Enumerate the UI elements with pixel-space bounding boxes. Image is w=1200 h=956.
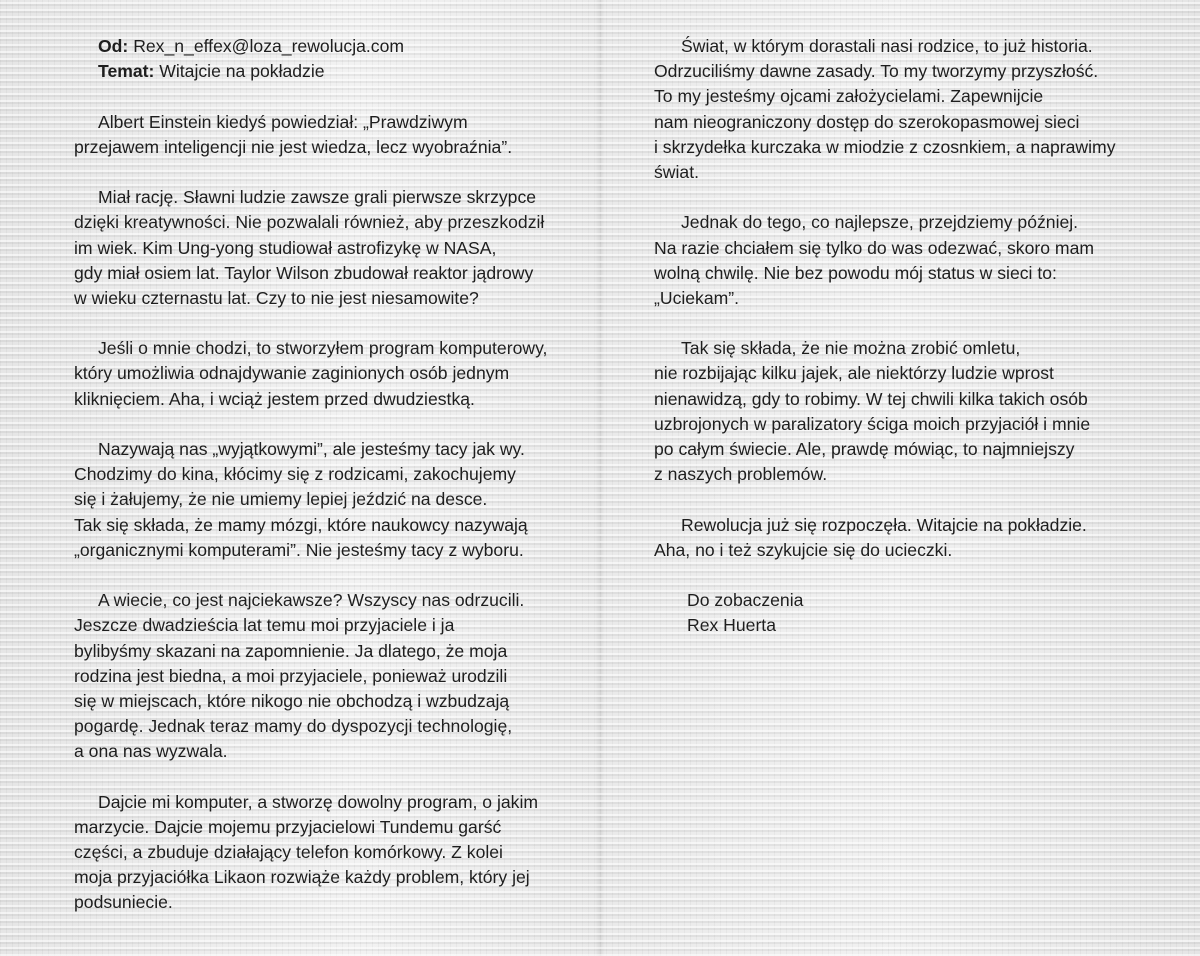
text-line: Jednak do tego, co najlepsze, przejdziemy później. xyxy=(681,212,1079,233)
paragraph-gap xyxy=(74,412,547,437)
right-page-text xyxy=(654,34,1116,639)
text-line: uzbrojonych w paralizatory ściga moich przyjaciół i mnie xyxy=(654,413,1091,434)
email-from xyxy=(74,34,547,59)
closing-line: Do zobaczenia xyxy=(687,590,804,611)
text-line: i skrzydełka kurczaka w miodzie z czosnkiem, a naprawimy xyxy=(654,136,1116,157)
email-subject xyxy=(74,59,547,84)
text-line: Rewolucja już się rozpoczęła. Witajcie na pokładzie. xyxy=(681,514,1087,535)
text-line: Dajcie mi komputer, a stworzę dowolny program, o jakim xyxy=(98,791,539,812)
text-line: nienawidzą, gdy to robimy. W tej chwili kilka takich osób xyxy=(654,388,1088,409)
text-line: Jeszcze dwadzieścia lat temu moi przyjaciele i ja xyxy=(74,615,455,636)
text-line: Nazywają nas „wyjątkowymi”, ale jesteśmy tacy jak wy. xyxy=(98,439,525,459)
text-line: dzięki kreatywności. Nie pozwalali również, aby przeszkodził xyxy=(74,212,545,233)
text-line: im wiek. Kim Ung-yong studiował astrofizykę w NASA, xyxy=(74,237,497,258)
text-line: podsuniecie. xyxy=(74,892,173,913)
text-line: Odrzuciliśmy dawne zasady. To my tworzymy przyszłość. xyxy=(654,61,1099,82)
signature: Rex Huerta xyxy=(687,615,776,636)
text-line: Aha, no i też szykujcie się do ucieczki. xyxy=(654,539,953,560)
text-line: w wieku czternastu lat. Czy to nie jest niesamowite? xyxy=(74,287,479,308)
text-line: marzycie. Dajcie mojemu przyjacielowi Tundemu garść xyxy=(74,816,502,837)
text-line: gdy miał osiem lat. Taylor Wilson zbudował reaktor jądrowy xyxy=(74,262,534,283)
text-line: przejawem inteligencji nie jest wiedza, lecz wyobraźnia”. xyxy=(74,136,513,157)
text-line: po całym świecie. Ale, prawdę mówiąc, to najmniejszy xyxy=(654,439,1075,459)
text-line: Albert Einstein kiedyś powiedział: „Prawdziwym xyxy=(98,111,468,132)
right-page xyxy=(600,0,1200,956)
text-line: nam nieograniczony dostęp do szerokopasmowej sieci xyxy=(654,111,1080,132)
text-line: Świat, w którym dorastali nasi rodzice, to już historia. xyxy=(681,36,1093,56)
text-line: To my jesteśmy ojcami założycielami. Zapewnijcie xyxy=(654,86,1044,107)
paragraph-gap xyxy=(74,764,547,789)
text-line: się i żałujemy, że nie umiemy lepiej jeździć na desce. xyxy=(74,489,488,510)
text-line: Na razie chciałem się tylko do was odezwać, skoro mam xyxy=(654,237,1095,258)
left-page-text xyxy=(74,34,547,916)
paragraph-gap xyxy=(654,185,1116,210)
text-line: A wiecie, co jest najciekawsze? Wszyscy nas odrzucili. xyxy=(98,590,525,611)
paragraph-gap xyxy=(74,160,547,185)
text-line: Tak się składa, że mamy mózgi, które naukowcy nazywają xyxy=(74,514,528,535)
text-line: pogardę. Jednak teraz mamy do dyspozycji technologię, xyxy=(74,716,513,737)
subject-text: Witajcie na pokładzie xyxy=(159,61,325,82)
text-line: Chodzimy do kina, kłócimy się z rodzicami, zakochujemy xyxy=(74,464,516,485)
text-line: Tak się składa, że nie można zrobić omletu, xyxy=(681,338,1021,359)
text-line: „organicznymi komputerami”. Nie jesteśmy tacy z wyboru. xyxy=(74,539,524,560)
text-line: „Uciekam”. xyxy=(654,287,740,308)
text-line: Miał rację. Sławni ludzie zawsze grali pierwsze skrzypce xyxy=(98,187,537,208)
text-line: świat. xyxy=(654,161,699,182)
text-line: Jeśli o mnie chodzi, to stworzyłem program komputerowy, xyxy=(98,338,548,359)
text-line: kliknięciem. Aha, i wciąż jestem przed dwudziestką. xyxy=(74,388,475,409)
text-line: się w miejscach, które nikogo nie obchodzą i wzbudzają xyxy=(74,690,510,711)
paragraph-gap xyxy=(654,563,1116,588)
text-line: nie rozbijając kilku jajek, ale niektórzy ludzie wprost xyxy=(654,363,1054,384)
text-line: a ona nas wyzwala. xyxy=(74,741,228,762)
paragraph-gap xyxy=(654,487,1116,512)
text-line: z naszych problemów. xyxy=(654,464,828,485)
text-line: wolną chwilę. Nie bez powodu mój status w sieci to: xyxy=(654,262,1057,283)
text-line: rodzina jest biedna, a moi przyjaciele, ponieważ urodzili xyxy=(74,665,508,686)
text-line: moja przyjaciółka Likaon rozwiąże każdy problem, który jej xyxy=(74,867,530,888)
text-line: który umożliwia odnajdywanie zaginionych osób jednym xyxy=(74,363,510,384)
from-address: Rex_n_effex@loza_rewolucja.com xyxy=(133,36,405,56)
from-label: Od: xyxy=(98,36,129,56)
paragraph-gap xyxy=(74,311,547,336)
text-line: części, a zbuduje działający telefon komórkowy. Z kolei xyxy=(74,842,503,862)
text-line: bylibyśmy skazani na zapomnienie. Ja dlatego, że moja xyxy=(74,640,508,661)
paragraph-gap xyxy=(74,563,547,588)
paragraph-gap xyxy=(74,84,547,109)
subject-label: Temat: xyxy=(98,61,155,82)
paragraph-gap xyxy=(654,311,1116,336)
